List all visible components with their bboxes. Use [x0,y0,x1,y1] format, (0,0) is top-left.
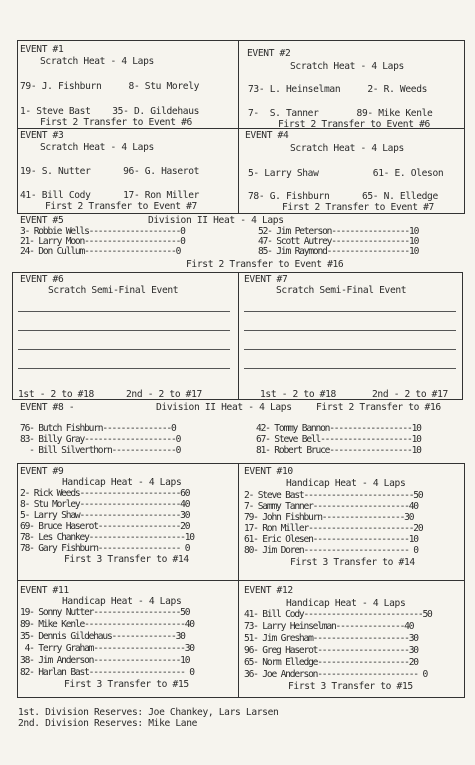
entry-row: 42- Tommy Bannon------------------10 [256,423,421,434]
entry-row: 51- Jim Gresham---------------------30 [244,633,418,644]
entry-row: 79- J. Fishburn 8- Stu Morely [20,81,200,92]
entry-row: 19- Sonny Nutter-------------------50 [20,607,190,618]
event-subtitle: Scratch Semi-Final Event [276,285,407,296]
transfer-note: First 3 Transfer to #15 [288,681,413,692]
event-title: EVENT #5 [20,215,64,226]
writein-line [18,368,230,369]
entry-row: 1- Steve Bast 35- D. Gildehaus [20,106,200,117]
entry-row: 47- Scott Autrey-----------------10 [258,236,419,247]
entry-row: 89- Mike Kenle----------------------40 [20,619,194,630]
box-divider [238,40,239,214]
writein-line [18,330,230,331]
box-border-right [464,40,465,214]
event-title: EVENT #9 [20,466,64,477]
entry-row: 38- Jim Anderson-------------------10 [20,655,190,666]
entry-row: 80- Jim Doren----------------------- 0 [244,545,418,556]
transfer-note: First 2 Transfer to Event #7 [45,201,197,212]
event-title: EVENT #11 [20,585,69,596]
entry-row: 82- Harlan Bast--------------------- 0 [20,667,194,678]
entry-row: 78- Gary Fishburn------------------ 0 [20,543,190,554]
entry-row: - Bill Silverthorn--------------0 [20,445,181,456]
event-subtitle: Handicap Heat - 4 Laps [62,477,182,488]
transfer-note: First 2 Transfer to Event #7 [282,202,434,213]
event-subtitle: Scratch Heat - 4 Laps [290,143,404,154]
box-border-left [12,272,13,400]
entry-row: 81- Robert Bruce------------------10 [256,445,421,456]
entry-row: 7- S. Tanner 89- Mike Kenle [248,108,433,119]
entry-row: 2- Steve Bast------------------------50 [244,490,423,501]
transfer-note: First 2 Transfer to Event #16 [186,259,344,270]
event-subtitle: Scratch Heat - 4 Laps [40,142,154,153]
transfer-note: First 2 Transfer to Event #6 [40,117,192,128]
entry-row: 24- Don Cullum--------------------0 [20,246,181,257]
entry-row: 35- Dennis Gildehaus--------------30 [20,631,185,642]
transfer-note: First 2 Transfer to #16 [316,402,441,413]
reserves-line: 1st. Division Reserves: Joe Chankey, Lars Larsen [18,707,279,718]
transfer-note: 2nd - 2 to #17 [372,389,448,400]
entry-row: 36- Joe Anderson---------------------- 0 [244,669,428,680]
event-subtitle: Division II Heat - 4 Laps [156,402,292,413]
box-border-top [17,40,465,41]
entry-row: 78- Les Chankey---------------------10 [20,532,194,543]
event-subtitle: Division II Heat - 4 Laps [148,215,284,226]
entry-row: 8- Stu Morley----------------------40 [20,499,190,510]
event-title: EVENT #3 [20,130,64,141]
entry-row: 85- Jim Raymond------------------10 [258,246,419,257]
entry-row: 17- Ron Miller-----------------------20 [244,523,423,534]
event-title: EVENT #1 [20,44,64,55]
transfer-note: 1st - 2 to #18 [260,389,336,400]
entry-row: 79- John Fishburn------------------30 [244,512,414,523]
event-title: EVENT #2 [247,48,291,59]
entry-row: 69- Bruce Haserot------------------20 [20,521,190,532]
entry-row: 65- Norm Elledge--------------------20 [244,657,418,668]
event-title: EVENT #12 [244,585,293,596]
event-subtitle: Scratch Heat - 4 Laps [290,61,404,72]
writein-line [244,368,456,369]
entry-row: 21- Larry Moon---------------------0 [20,236,185,247]
entry-row: 67- Steve Bell--------------------10 [256,434,421,445]
entry-row: 5- Larry Shaw----------------------30 [20,510,190,521]
box-divider [17,213,465,214]
transfer-note: First 3 Transfer to #14 [290,557,415,568]
entry-row: 96- Greg Haserot--------------------30 [244,645,418,656]
entry-row: 78- G. Fishburn 65- N. Elledge [248,191,438,202]
event-title: EVENT #8 - [20,402,75,413]
box-divider [238,272,239,400]
box-border-left [17,40,18,214]
writein-line [18,349,230,350]
event-subtitle: Handicap Heat - 4 Laps [62,596,182,607]
entry-row: 3- Robbie Wells--------------------0 [20,226,185,237]
event-subtitle: Handicap Heat - 4 Laps [286,598,406,609]
box-divider [17,580,465,581]
box-divider [17,697,465,698]
event-title: EVENT #6 [20,274,64,285]
reserves-line: 2nd. Division Reserves: Mike Lane [18,718,198,729]
entry-row: 5- Larry Shaw 61- E. Oleson [248,168,444,179]
entry-row: 76- Butch Fishburn---------------0 [20,423,176,434]
transfer-note: First 2 Transfer to Event #6 [278,119,430,130]
entry-row: 73- L. Heinselman 2- R. Weeds [248,84,428,95]
event-title: EVENT #7 [244,274,288,285]
entry-row: 83- Billy Gray--------------------0 [20,434,181,445]
writein-line [244,330,456,331]
event-subtitle: Scratch Semi-Final Event [48,285,179,296]
writein-line [244,311,456,312]
entry-row: 41- Bill Cody 17- Ron Miller [20,190,200,201]
writein-line [244,349,456,350]
transfer-note: 2nd - 2 to #17 [126,389,202,400]
transfer-note: 1st - 2 to #18 [18,389,94,400]
entry-row: 61- Eric Olesen---------------------10 [244,534,418,545]
event-title: EVENT #4 [245,130,289,141]
entry-row: 52- Jim Peterson-----------------10 [258,226,419,237]
transfer-note: First 3 Transfer to #14 [64,554,189,565]
entry-row: 2- Rick Weeds----------------------60 [20,488,190,499]
box-border-top [17,463,465,464]
entry-row: 73- Larry Heinselman---------------40 [244,621,414,632]
entry-row: 19- S. Nutter 96- G. Haserot [20,166,200,177]
event-title: EVENT #10 [244,466,293,477]
entry-row: 41- Bill Cody--------------------------50 [244,609,432,620]
transfer-note: First 3 Transfer to #15 [64,679,189,690]
entry-row: 4- Terry Graham--------------------30 [20,643,194,654]
box-border-right [462,272,463,400]
event-subtitle: Handicap Heat - 4 Laps [286,478,406,489]
entry-row: 7- Sammy Tanner---------------------40 [244,501,418,512]
event-subtitle: Scratch Heat - 4 Laps [40,56,154,67]
writein-line [18,311,230,312]
